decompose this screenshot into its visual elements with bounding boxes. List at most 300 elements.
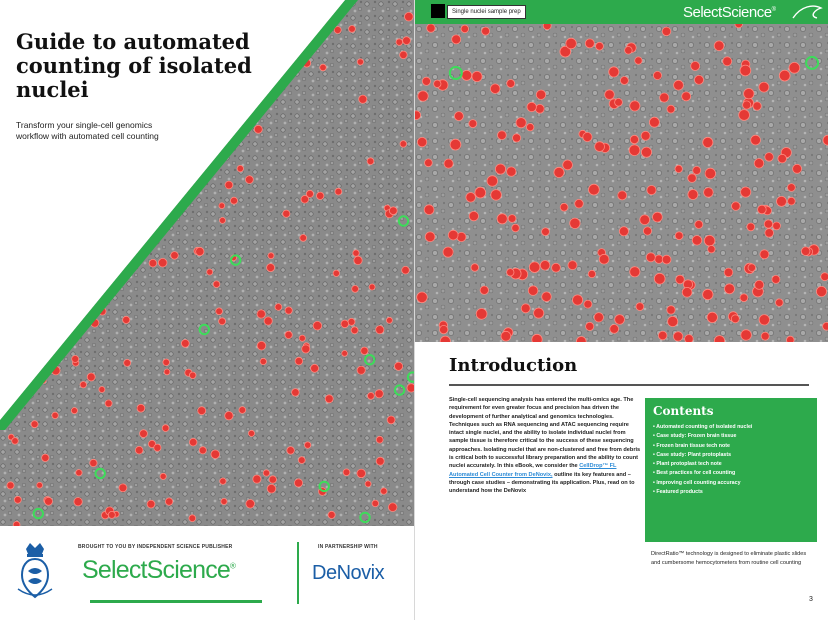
red-nucleus-marker: [99, 387, 105, 393]
red-nucleus-marker: [351, 327, 358, 334]
red-nucleus-marker: [211, 450, 220, 459]
red-nucleus-marker: [498, 131, 507, 140]
red-nucleus-marker: [45, 497, 53, 505]
cover-subtitle: Transform your single-cell genomics workflow with automated cell counting: [16, 120, 159, 141]
red-nucleus-marker: [595, 142, 605, 152]
red-nucleus-marker: [753, 102, 761, 110]
celldrop-link[interactable]: CellDrop™ FL Automated Cell Counter from DeNovix,: [449, 463, 617, 478]
red-nucleus-marker: [685, 335, 694, 342]
red-nucleus-marker: [267, 264, 275, 272]
red-nucleus-marker: [165, 498, 172, 505]
red-nucleus-marker: [703, 137, 713, 147]
red-nucleus-marker: [287, 447, 295, 455]
red-nucleus-marker: [164, 369, 170, 375]
red-nucleus-marker: [147, 500, 155, 508]
red-nucleus-marker: [137, 404, 145, 412]
red-nucleus-marker: [570, 218, 580, 228]
red-nucleus-marker: [12, 438, 19, 445]
red-nucleus-marker: [823, 322, 828, 330]
red-nucleus-marker: [405, 12, 414, 21]
contents-item[interactable]: • Frozen brain tissue tech note: [653, 442, 809, 451]
red-nucleus-marker: [675, 165, 682, 172]
red-nucleus-marker: [372, 500, 379, 507]
red-nucleus-marker: [368, 393, 375, 400]
red-nucleus-marker: [90, 459, 97, 466]
red-nucleus-marker: [31, 421, 38, 428]
red-nucleus-marker: [263, 470, 269, 476]
red-nucleus-marker: [199, 447, 206, 454]
red-nucleus-marker: [821, 273, 828, 281]
red-nucleus-marker: [619, 227, 628, 236]
red-nucleus-marker: [220, 217, 226, 223]
red-nucleus-marker: [283, 210, 290, 217]
red-nucleus-marker: [609, 67, 619, 77]
red-nucleus-marker: [461, 25, 469, 33]
red-nucleus-marker: [246, 176, 254, 184]
red-nucleus-marker: [219, 318, 226, 325]
red-nucleus-marker: [599, 254, 609, 264]
red-nucleus-marker: [816, 286, 826, 296]
red-nucleus-marker: [776, 299, 784, 307]
red-nucleus-marker: [219, 203, 225, 209]
red-nucleus-marker: [417, 137, 426, 146]
red-nucleus-marker: [302, 345, 310, 353]
red-nucleus-marker: [359, 95, 367, 103]
red-nucleus-marker: [335, 188, 342, 195]
red-nucleus-marker: [740, 294, 748, 302]
red-nucleus-marker: [76, 470, 82, 476]
red-nucleus-marker: [388, 503, 397, 512]
red-nucleus-marker: [354, 256, 362, 264]
red-nucleus-marker: [225, 412, 233, 420]
red-nucleus-marker: [171, 252, 179, 260]
red-nucleus-marker: [469, 211, 478, 220]
red-nucleus-marker: [793, 164, 802, 173]
red-nucleus-marker: [528, 286, 538, 296]
red-nucleus-marker: [596, 42, 604, 50]
red-nucleus-marker: [682, 287, 692, 297]
red-nucleus-marker: [542, 228, 550, 236]
red-nucleus-marker: [735, 24, 743, 28]
red-nucleus-marker: [292, 389, 300, 397]
red-nucleus-marker: [708, 246, 715, 253]
red-nucleus-marker: [801, 247, 810, 256]
red-nucleus-marker: [625, 47, 633, 55]
red-nucleus-marker: [196, 247, 204, 255]
red-nucleus-marker: [490, 84, 500, 94]
red-nucleus-marker: [588, 270, 595, 277]
red-nucleus-marker: [542, 292, 552, 302]
red-nucleus-marker: [253, 475, 261, 483]
red-nucleus-marker: [381, 488, 387, 494]
red-nucleus-marker: [646, 253, 655, 262]
red-nucleus-marker: [269, 476, 276, 483]
red-nucleus-marker: [620, 77, 628, 85]
red-nucleus-marker: [422, 77, 430, 85]
red-nucleus-marker: [225, 181, 233, 189]
red-nucleus-marker: [610, 325, 619, 334]
logo-underline: [90, 600, 262, 603]
red-nucleus-marker: [305, 442, 311, 448]
section-marker: [431, 4, 445, 18]
red-nucleus-marker: [554, 167, 564, 177]
red-nucleus-marker: [14, 496, 21, 503]
red-nucleus-marker: [248, 430, 254, 436]
red-nucleus-marker: [754, 159, 764, 169]
red-nucleus-marker: [649, 117, 659, 127]
red-nucleus-marker: [739, 110, 750, 121]
cover-title: Guide to automated counting of isolated nuclei: [16, 29, 252, 102]
red-nucleus-marker: [254, 125, 262, 133]
red-nucleus-marker: [714, 336, 724, 342]
red-nucleus-marker: [748, 264, 756, 272]
red-nucleus-marker: [295, 357, 303, 365]
red-nucleus-marker: [480, 286, 488, 294]
red-nucleus-marker: [124, 359, 131, 366]
red-nucleus-marker: [653, 212, 663, 222]
red-nucleus-marker: [773, 222, 781, 230]
red-nucleus-marker: [299, 335, 305, 341]
red-nucleus-marker: [630, 267, 640, 277]
red-nucleus-marker: [512, 224, 520, 232]
red-nucleus-marker: [349, 26, 356, 33]
red-nucleus-marker: [725, 284, 735, 294]
red-nucleus-marker: [42, 454, 49, 461]
red-nucleus-marker: [732, 202, 741, 211]
red-nucleus-marker: [268, 253, 274, 259]
red-nucleus-marker: [741, 330, 752, 341]
red-nucleus-marker: [400, 51, 408, 59]
red-nucleus-marker: [765, 153, 774, 162]
red-nucleus-marker: [475, 187, 486, 198]
red-nucleus-marker: [788, 184, 796, 192]
selectscience-logo: SelectScience®: [82, 556, 236, 584]
red-nucleus-marker: [440, 325, 448, 333]
red-nucleus-marker: [123, 316, 130, 323]
red-nucleus-marker: [552, 263, 561, 272]
red-nucleus-marker: [158, 258, 167, 267]
red-nucleus-marker: [213, 281, 220, 288]
red-nucleus-marker: [560, 203, 568, 211]
red-nucleus-marker: [643, 227, 651, 235]
red-nucleus-marker: [424, 205, 434, 215]
red-nucleus-marker: [772, 275, 780, 283]
red-nucleus-marker: [357, 366, 365, 374]
red-nucleus-marker: [568, 261, 577, 270]
red-nucleus-marker: [566, 38, 577, 49]
red-nucleus-marker: [325, 395, 333, 403]
red-nucleus-marker: [744, 89, 754, 99]
red-nucleus-marker: [641, 131, 650, 140]
red-nucleus-marker: [352, 286, 359, 293]
red-nucleus-marker: [348, 318, 355, 325]
red-nucleus-marker: [369, 284, 375, 290]
inner-micrograph-svg: [415, 24, 828, 342]
contents-title: Contents: [653, 404, 714, 418]
intro-lead-text: In this eBook, we consider the: [497, 463, 578, 470]
red-nucleus-marker: [87, 373, 95, 381]
red-nucleus-marker: [135, 446, 143, 454]
red-nucleus-marker: [181, 340, 189, 348]
red-nucleus-marker: [207, 269, 213, 275]
red-nucleus-marker: [37, 482, 43, 488]
red-nucleus-marker: [434, 80, 441, 87]
red-nucleus-marker: [662, 27, 671, 36]
intro-divider: [449, 384, 809, 386]
red-nucleus-marker: [450, 139, 461, 150]
red-nucleus-marker: [328, 511, 335, 518]
royal-crest-icon: [14, 541, 56, 601]
red-nucleus-marker: [527, 124, 534, 131]
red-nucleus-marker: [764, 220, 772, 228]
directratio-text: DirectRatio™ technology is designed to eliminate plastic slides and cumbersome hemocytometers from routine cell counting: [651, 551, 807, 566]
red-nucleus-marker: [641, 147, 651, 157]
intro-heading: Introduction: [449, 355, 578, 376]
inner-page: [414, 0, 828, 620]
red-nucleus-marker: [294, 479, 302, 487]
red-nucleus-marker: [635, 57, 642, 64]
red-nucleus-marker: [521, 304, 530, 313]
brought-by-caption: BROUGHT TO YOU BY INDEPENDENT SCIENCE PUBLISHER: [78, 544, 233, 550]
red-nucleus-marker: [452, 35, 461, 44]
red-nucleus-marker: [789, 62, 800, 73]
red-nucleus-marker: [52, 412, 58, 418]
red-nucleus-marker: [320, 64, 327, 71]
red-nucleus-marker: [667, 105, 675, 113]
red-nucleus-marker: [714, 41, 724, 51]
red-nucleus-marker: [402, 266, 410, 274]
red-nucleus-marker: [779, 70, 790, 81]
page-number: 3: [809, 596, 813, 603]
red-nucleus-marker: [149, 259, 157, 267]
red-nucleus-marker: [682, 92, 691, 101]
red-nucleus-marker: [317, 192, 324, 199]
red-nucleus-marker: [119, 484, 127, 492]
red-nucleus-marker: [306, 190, 313, 197]
intro-paragraph: [449, 396, 645, 496]
red-nucleus-marker: [723, 57, 732, 66]
red-nucleus-marker: [375, 390, 383, 398]
red-nucleus-marker: [395, 362, 403, 370]
red-nucleus-marker: [755, 280, 764, 289]
red-nucleus-marker: [647, 186, 656, 195]
red-nucleus-marker: [731, 315, 739, 323]
contents-item[interactable]: • Case study: Frozen brain tissue: [653, 432, 809, 441]
red-nucleus-marker: [673, 332, 682, 341]
red-nucleus-marker: [264, 317, 272, 325]
red-nucleus-marker: [105, 400, 112, 407]
red-nucleus-marker: [80, 382, 86, 388]
red-nucleus-marker: [231, 197, 238, 204]
red-nucleus-marker: [285, 331, 292, 338]
red-nucleus-marker: [220, 478, 226, 484]
red-nucleus-marker: [618, 191, 627, 200]
red-nucleus-marker: [668, 316, 678, 326]
red-nucleus-marker: [704, 188, 714, 198]
red-nucleus-marker: [160, 473, 166, 479]
red-nucleus-marker: [275, 304, 282, 311]
red-nucleus-marker: [788, 197, 796, 205]
red-nucleus-marker: [267, 484, 276, 493]
red-nucleus-marker: [695, 221, 703, 229]
red-nucleus-marker: [640, 215, 650, 225]
red-nucleus-marker: [527, 102, 536, 111]
red-nucleus-marker: [584, 300, 592, 308]
red-nucleus-marker: [154, 444, 161, 451]
red-nucleus-marker: [724, 268, 733, 277]
red-nucleus-marker: [407, 384, 414, 392]
red-nucleus-marker: [760, 250, 769, 259]
red-nucleus-marker: [676, 275, 685, 284]
red-nucleus-marker: [376, 326, 384, 334]
red-nucleus-marker: [376, 436, 383, 443]
section-tag: Single nuclei sample prep: [447, 5, 526, 19]
contents-item[interactable]: • Improving cell counting accuracy: [653, 479, 809, 488]
red-nucleus-marker: [491, 190, 502, 201]
red-nucleus-marker: [443, 247, 453, 257]
contents-box: [645, 398, 817, 542]
red-nucleus-marker: [703, 289, 713, 299]
red-nucleus-marker: [508, 215, 516, 223]
red-nucleus-marker: [71, 408, 77, 414]
red-nucleus-marker: [313, 321, 322, 330]
red-nucleus-marker: [425, 232, 435, 242]
red-nucleus-marker: [741, 187, 751, 197]
red-nucleus-marker: [654, 273, 665, 284]
red-nucleus-marker: [667, 306, 675, 314]
red-nucleus-marker: [535, 104, 544, 113]
red-nucleus-marker: [387, 416, 395, 424]
red-nucleus-marker: [342, 351, 348, 357]
red-nucleus-marker: [759, 82, 769, 92]
red-nucleus-marker: [108, 511, 115, 518]
red-nucleus-marker: [462, 70, 472, 80]
contents-item[interactable]: • Automated counting of isolated nuclei: [653, 423, 809, 432]
red-nucleus-marker: [704, 235, 715, 246]
red-nucleus-marker: [778, 154, 787, 163]
red-nucleus-marker: [705, 168, 716, 179]
contents-item[interactable]: • Plant protoplast tech note: [653, 460, 809, 469]
red-nucleus-marker: [747, 223, 755, 231]
red-nucleus-marker: [257, 341, 266, 350]
red-nucleus-marker: [476, 309, 487, 320]
red-nucleus-marker: [529, 262, 540, 273]
red-nucleus-marker: [221, 498, 227, 504]
red-nucleus-marker: [585, 39, 594, 48]
contents-item[interactable]: • Best practices for cell counting: [653, 469, 809, 478]
red-nucleus-marker: [189, 438, 197, 446]
red-nucleus-marker: [396, 39, 403, 46]
red-nucleus-marker: [594, 313, 603, 322]
red-nucleus-marker: [777, 196, 787, 206]
signature-swoosh-icon: [791, 2, 825, 22]
red-nucleus-marker: [285, 307, 292, 314]
red-nucleus-marker: [688, 174, 697, 183]
red-nucleus-marker: [72, 356, 79, 363]
red-nucleus-marker: [516, 118, 526, 128]
red-nucleus-marker: [758, 205, 767, 214]
contents-item[interactable]: • Case study: Plant protoplasts: [653, 451, 809, 460]
red-nucleus-marker: [333, 270, 339, 276]
red-nucleus-marker: [615, 98, 623, 106]
red-nucleus-marker: [630, 101, 640, 111]
red-nucleus-marker: [472, 71, 482, 81]
red-nucleus-marker: [162, 425, 169, 432]
contents-item[interactable]: • Featured products: [653, 488, 809, 497]
red-nucleus-marker: [761, 332, 769, 340]
red-nucleus-marker: [662, 255, 671, 264]
red-nucleus-marker: [298, 457, 305, 464]
red-nucleus-marker: [376, 457, 384, 465]
red-nucleus-marker: [536, 90, 545, 99]
red-nucleus-marker: [400, 141, 407, 148]
red-nucleus-marker: [237, 165, 243, 171]
red-nucleus-marker: [361, 347, 368, 354]
red-nucleus-marker: [589, 184, 600, 195]
red-nucleus-marker: [660, 93, 669, 102]
red-nucleus-marker: [501, 331, 511, 341]
red-nucleus-marker: [300, 235, 307, 242]
intro-body-text: Single-cell sequencing analysis has entered the multi-omics age. The requirement for even greater focus and precision has driven the development of further analytical and genomics technologies. Techniques such as RNA sequencing and ATAC sequencing require intact single nuclei, and the ability to isolate individual nuclei from sample tissue is therefore critical to the success of these sequencing approaches. Isolating nuclei that are non-clustered and free from debris is critical both to successful library preparation and the ability to count nuclei accurately.: [449, 397, 641, 470]
red-nucleus-marker: [74, 498, 82, 506]
red-nucleus-marker: [658, 331, 667, 340]
red-nucleus-marker: [7, 482, 14, 489]
red-nucleus-marker: [260, 358, 266, 364]
red-nucleus-marker: [198, 407, 206, 415]
red-nucleus-marker: [675, 232, 683, 240]
red-nucleus-marker: [495, 164, 505, 174]
logo-divider: [297, 542, 299, 604]
red-nucleus-marker: [469, 120, 477, 128]
red-nucleus-marker: [189, 372, 196, 379]
red-nucleus-marker: [425, 159, 433, 167]
red-nucleus-marker: [691, 62, 700, 71]
red-nucleus-marker: [629, 145, 640, 156]
red-nucleus-marker: [257, 310, 265, 318]
header-selectscience-logo: SelectScience®: [683, 4, 776, 21]
red-nucleus-marker: [386, 317, 392, 323]
red-nucleus-marker: [630, 135, 638, 143]
red-nucleus-marker: [353, 250, 359, 256]
red-nucleus-marker: [403, 37, 411, 45]
red-nucleus-marker: [367, 158, 374, 165]
red-nucleus-marker: [189, 515, 196, 522]
red-nucleus-marker: [507, 269, 514, 276]
red-nucleus-marker: [487, 176, 498, 187]
red-nucleus-marker: [695, 75, 704, 84]
red-nucleus-marker: [583, 132, 592, 141]
denovix-logo: DeNovix: [312, 562, 385, 584]
red-nucleus-marker: [605, 90, 615, 100]
red-nucleus-marker: [540, 261, 550, 271]
red-nucleus-marker: [415, 111, 421, 120]
red-nucleus-marker: [692, 236, 702, 246]
red-nucleus-marker: [532, 334, 542, 342]
red-nucleus-marker: [693, 166, 701, 174]
red-nucleus-marker: [507, 80, 515, 88]
red-nucleus-marker: [740, 65, 751, 76]
red-nucleus-marker: [513, 134, 521, 142]
red-nucleus-marker: [534, 308, 544, 318]
red-nucleus-marker: [743, 101, 751, 109]
red-nucleus-marker: [615, 315, 625, 325]
red-nucleus-marker: [454, 112, 463, 121]
red-nucleus-marker: [466, 193, 476, 203]
red-nucleus-marker: [357, 59, 363, 65]
red-nucleus-marker: [341, 320, 349, 328]
red-nucleus-marker: [751, 135, 761, 145]
red-nucleus-marker: [674, 80, 684, 90]
